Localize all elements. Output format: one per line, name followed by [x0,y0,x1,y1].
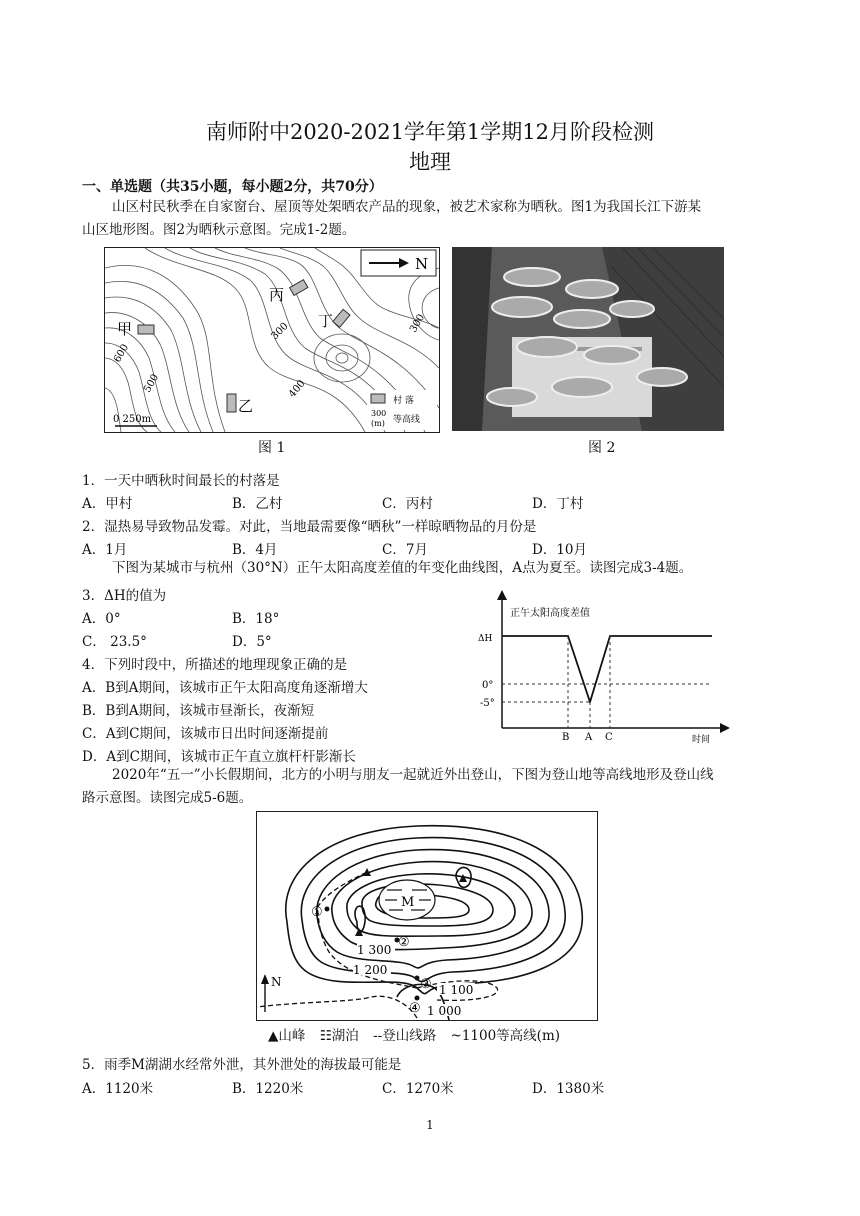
contour-1200: 1 200 [353,963,388,977]
point-1-label: ① [311,905,323,920]
village-bing-icon [290,280,308,296]
point-2-label: ② [398,935,410,950]
contour-label: 300 [269,320,291,343]
section-heading: 一、单选题（共35小题，每小题2分，共70分） [82,179,383,195]
village-jia-icon [138,325,154,334]
y-tick-dh: ΔH [478,634,493,644]
y-tick-0: 0° [482,680,494,691]
chart-title: 正午太阳高度差值 [510,608,590,619]
question-1-stem: 1．一天中晒秋时间最长的村落是 [82,473,280,489]
legend-contour-value: 300 [371,409,387,418]
village-yi-label: 乙 [238,397,254,415]
contour-1300: 1 300 [357,943,392,957]
q5-option-a[interactable]: A．1120米 [82,1081,154,1097]
q3-option-d[interactable]: D．5° [232,634,272,650]
figure-1-contour-map [104,247,440,433]
q2-option-b[interactable]: B．4月 [232,542,278,558]
village-yi-icon [227,394,236,412]
contour-1000: 1 000 [427,1004,462,1018]
legend-contour: 等高线(m) [496,1028,561,1044]
q2-option-a[interactable]: A．1月 [82,542,128,558]
lake-label: M [401,895,415,910]
legend-contour-unit: (m) [371,419,385,428]
intro-3-line1: 2020年“五一”小长假期间，北方的小明与朋友一起就近外出登山，下图为登山地等高线地形及登山线 [112,767,714,783]
figure-3-legend [268,1024,560,1044]
drying-crops-photo [452,247,724,431]
intro-3-line2: 路示意图。读图完成5-6题。 [82,790,253,806]
exam-title: 南师附中2020-2021学年第1学期12月阶段检测 [205,120,655,144]
legend-village: 村 落 [393,396,414,406]
legend-route: 登山线路 [382,1028,437,1044]
village-jia-label: 甲 [117,320,133,338]
y-axis-arrow-icon [497,590,507,600]
q5-option-d[interactable]: D．1380米 [532,1081,605,1097]
north-label: N [271,975,282,989]
legend-lake: 湖泊 [331,1028,359,1044]
q1-option-d[interactable]: D．丁村 [532,496,584,512]
series-line [502,636,712,702]
q4-option-d[interactable]: D．A到C期间，该城市正午直立旗杆杆影渐长 [82,749,356,765]
q4-option-b[interactable]: B．B到A期间，该城市昼渐长，夜渐短 [82,703,315,719]
contour-label: 600 [112,342,132,365]
legend-lake-icon: ☷ [319,1028,332,1044]
legend-route-icon: -- [373,1028,383,1044]
figure-2-photo [452,247,724,431]
contour-map-svg [105,248,439,432]
point-4-label: ④ [409,1001,421,1016]
question-5-stem: 5．雨季M湖湖水经常外泄，其外泄处的海拔最可能是 [82,1057,402,1073]
intro-2: 下图为某城市与杭州（30°N）正午太阳高度差值的年变化曲线图，A点为夏至。读图完成3-4题。 [112,560,693,576]
question-3-stem: 3．ΔH的值为 [82,588,167,604]
contour-1100: 1 100 [439,983,474,997]
y-tick-minus5: -5° [480,698,495,709]
q3-option-a[interactable]: A．0° [82,611,121,627]
climbing-contour-svg [257,812,597,1020]
legend-contour: 等高线 [393,415,421,425]
intro-1-line1: 山区村民秋季在自家窗台、屋顶等处架晒农产品的现象，被艺术家称为晒秋。图1为我国长江下游某 [112,199,702,215]
q3-option-b[interactable]: B．18° [232,611,280,627]
legend-village-icon [371,394,385,403]
q1-option-c[interactable]: C．丙村 [382,496,433,512]
question-4-stem: 4．下列时段中，所描述的地理现象正确的是 [82,657,348,673]
sun-altitude-chart [472,588,732,748]
compass-label: N [415,255,429,273]
legend-peak: ▲山峰 [268,1028,306,1044]
x-axis-arrow-icon [720,723,730,733]
x-tick-b: B [562,732,570,743]
x-tick-a: A [585,732,593,743]
contour-label: 300 [408,312,428,335]
figure-2-caption: 图 2 [588,440,616,456]
q5-option-c[interactable]: C．1270米 [382,1081,454,1097]
route-path [257,996,417,1018]
x-axis-label: 时间 [692,735,711,745]
q2-option-d[interactable]: D．10月 [532,542,588,558]
legend-contour-value: 1100 [461,1028,497,1044]
village-bing-label: 丙 [269,286,285,304]
q4-option-a[interactable]: A．B到A期间，该城市正午太阳高度角逐渐增大 [82,680,368,696]
question-2-stem: 2．湿热易导致物品发霉。对此，当地最需要像“晒秋”一样晾晒物品的月份是 [82,519,537,535]
village-ding-label: 丁 [318,312,334,330]
figure-1-caption: 图 1 [258,440,286,456]
x-tick-c: C [605,732,613,743]
contour-label: 500 [142,372,162,395]
point-3-label: ③ [420,977,432,992]
q2-option-c[interactable]: C．7月 [382,542,428,558]
subject-title: 地理 [409,150,451,174]
scale-label: 0 250m [113,414,152,425]
figure-3-climbing-map [256,811,598,1021]
q1-option-a[interactable]: A．甲村 [82,496,133,512]
contour-label: 400 [286,378,308,400]
q4-option-c[interactable]: C．A到C期间，该城市日出时间逐渐提前 [82,726,329,742]
q1-option-b[interactable]: B．乙村 [232,496,283,512]
q5-option-b[interactable]: B．1220米 [232,1081,304,1097]
legend-contour-icon: ~ [450,1028,462,1044]
q3-option-c[interactable]: C． 23.5° [82,634,147,650]
intro-1-line2: 山区地形图。图2为晒秋示意图。完成1-2题。 [82,222,356,238]
page-number: 1 [426,1118,434,1132]
